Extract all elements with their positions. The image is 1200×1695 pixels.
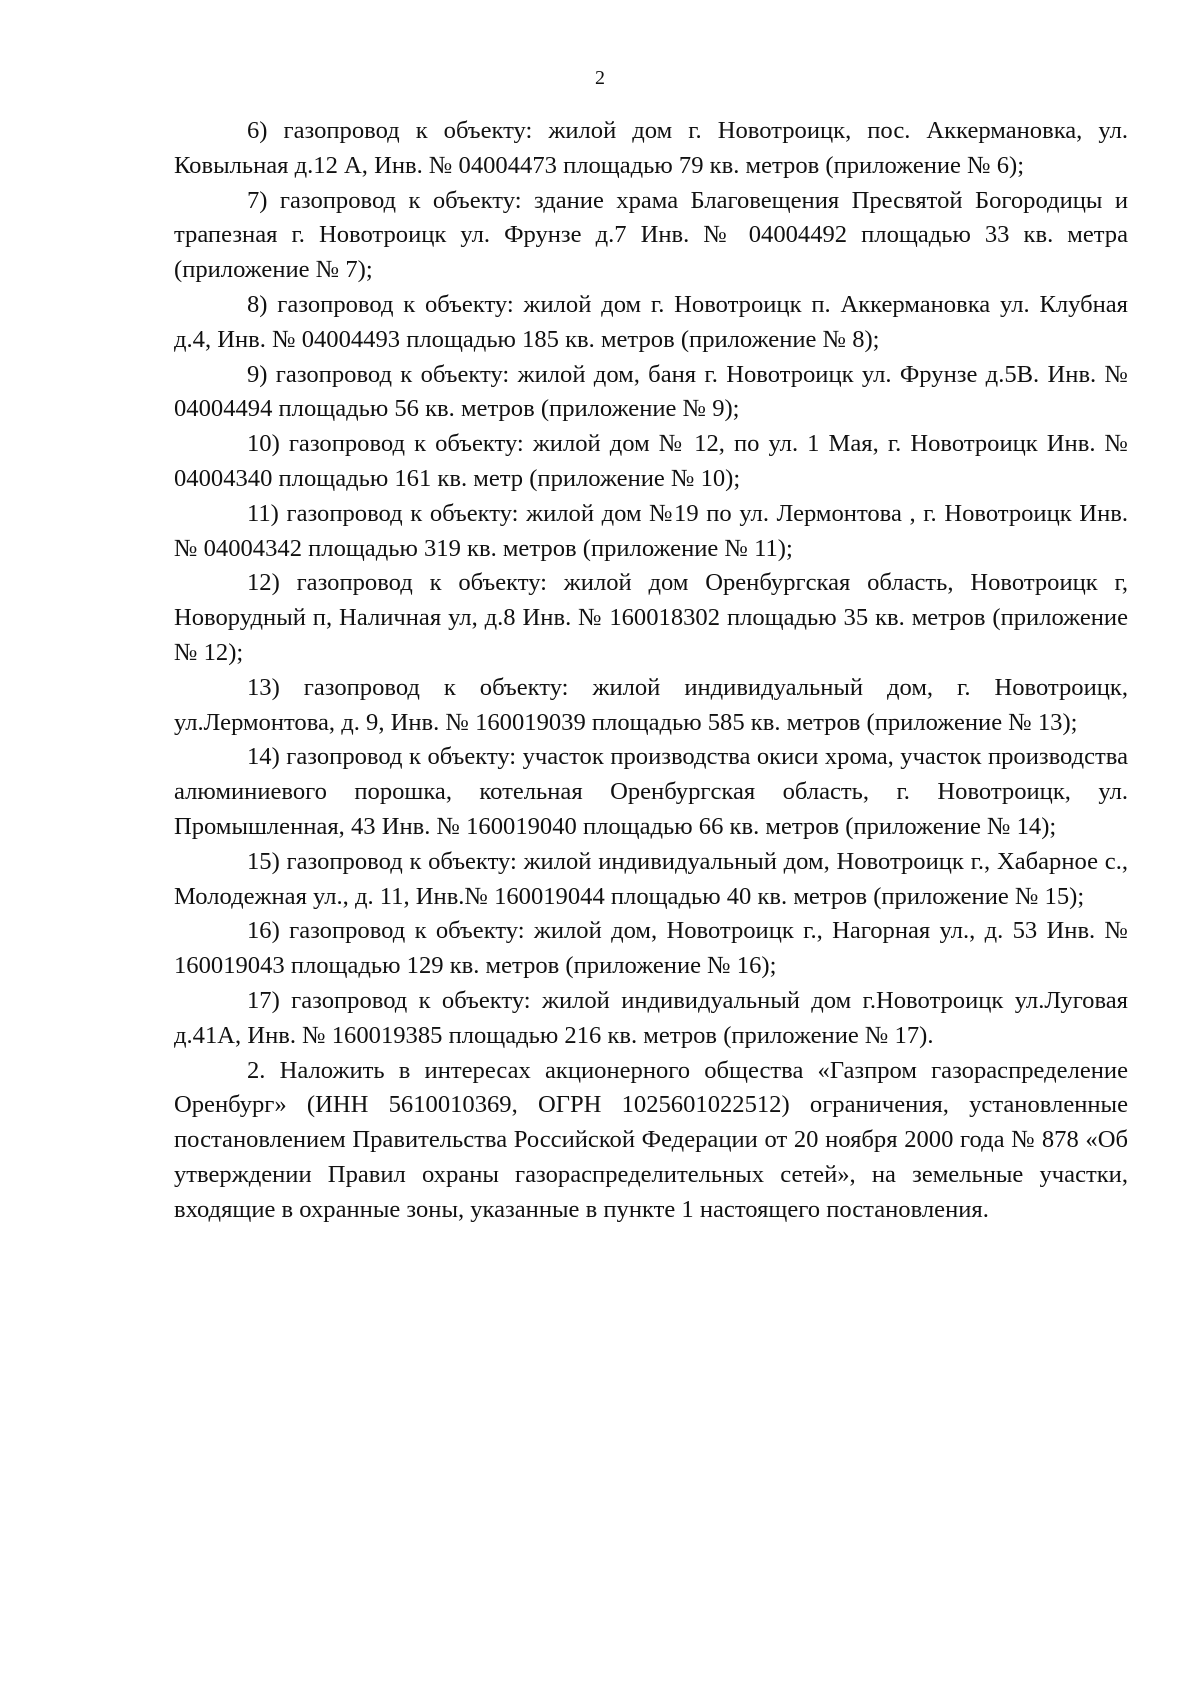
list-item-17: 17) газопровод к объекту: жилой индивидуальный дом г.Новотроицк ул.Луговая д.41А, Инв. № 160019385 площадью 216 кв. метров (приложение № 17). [174,986,1128,1049]
list-item-7: 7) газопровод к объекту: здание храма Благовещения Пресвятой Богородицы и трапезная г. Новотроицк ул. Фрунзе д.7 Инв. № 04004492 площадью 33 кв. метра (приложение № 7); [174,186,1128,284]
list-item-12: 12) газопровод к объекту: жилой дом Оренбургская область, Новотроицк г, Новорудный п, Наличная ул, д.8 Инв. № 160018302 площадью 35 кв. метров (приложение № 12); [174,569,1128,666]
document-body [174,114,1128,1228]
list-item-15: 15) газопровод к объекту: жилой индивидуальный дом, Новотроицк г., Хабарное с., Молодежная ул., д. 11, Инв.№ 160019044 площадью 40 кв. метров (приложение № 15); [174,847,1128,910]
page-number: 2 [595,67,605,89]
list-item-8: 8) газопровод к объекту: жилой дом г. Новотроицк п. Аккермановка ул. Клубная д.4, Инв. № 04004493 площадью 185 кв. метров (приложение № 8); [174,290,1128,353]
list-item-6: 6) газопровод к объекту: жилой дом г. Новотроицк, пос. Аккермановка, ул. Ковыльная д.12 А, Инв. № 04004473 площадью 79 кв. метров (приложение № 6); [174,117,1128,179]
list-item-11: 11) газопровод к объекту: жилой дом №19 по ул. Лермонтова , г. Новотроицк Инв. № 04004342 площадью 319 кв. метров (приложение № 11); [174,499,1128,562]
list-item-14: 14) газопровод к объекту: участок производства окиси хрома, участок производства алюминиевого порошка, котельная Оренбургская область, г. Новотроицк, ул. Промышленная, 43 Инв. № 160019040 площадью 66 кв. метров (приложение № 14); [174,743,1128,840]
list-item-16: 16) газопровод к объекту: жилой дом, Новотроицк г., Нагорная ул., д. 53 Инв. № 160019043 площадью 129 кв. метров (приложение № 16); [174,917,1128,980]
list-item-13: 13) газопровод к объекту: жилой индивидуальный дом, г. Новотроицк, ул.Лермонтова, д. 9, Инв. № 160019039 площадью 585 кв. метров (приложение № 13); [174,673,1128,736]
list-item-10: 10) газопровод к объекту: жилой дом № 12, по ул. 1 Мая, г. Новотроицк Инв. № 04004340 площадью 161 кв. метр (приложение № 10); [174,430,1128,492]
list-item-9: 9) газопровод к объекту: жилой дом, баня г. Новотроицк ул. Фрунзе д.5В. Инв. № 04004494 площадью 56 кв. метров (приложение № 9); [174,360,1128,423]
section-2-paragraph: 2. Наложить в интересах акционерного общества «Газпром газораспределение Оренбург» (ИНН 5610010369, ОГРН 1025601022512) ограничения, установленные постановлением Правительства Российской Федерации от 20 ноября 2000 года № 878 «Об утверждении Правил охраны газораспределительных сетей», на земельные участки, входящие в охранные зоны, указанные в пункте 1 настоящего постановления. [174,1056,1128,1223]
